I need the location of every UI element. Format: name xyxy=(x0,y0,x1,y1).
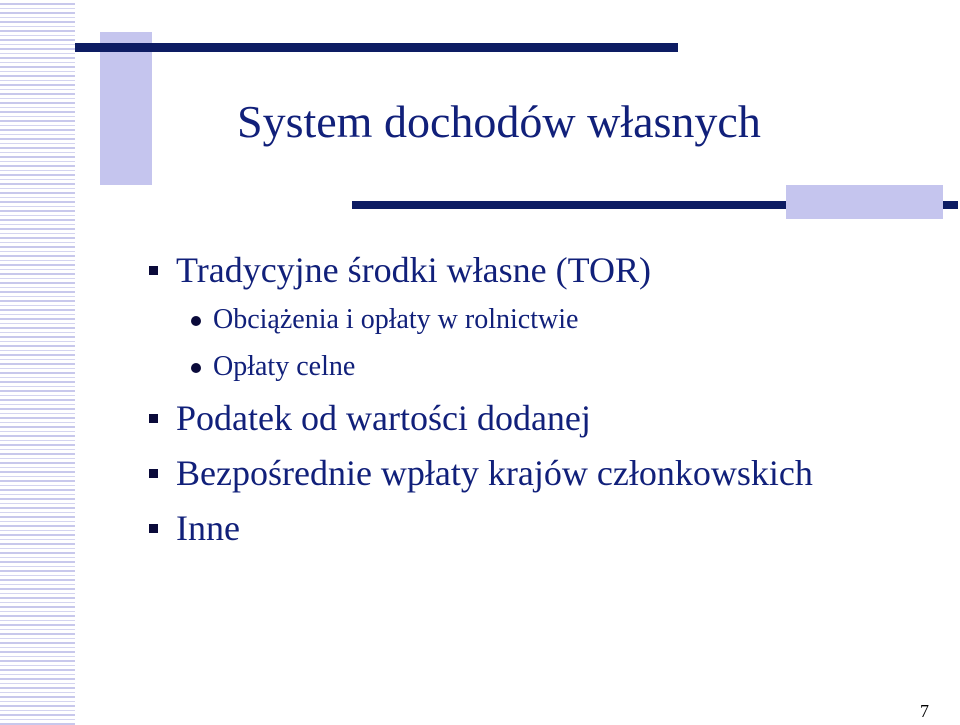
list-subitem-text: Obciążenia i opłaty w rolnictwie xyxy=(213,304,579,335)
square-bullet-icon xyxy=(149,524,158,533)
list-item xyxy=(176,506,240,550)
list-item xyxy=(176,451,813,495)
list-item-text: Bezpośrednie wpłaty krajów członkowskich xyxy=(176,453,813,493)
list-subitem-text: Opłaty celne xyxy=(213,351,356,382)
list-item-text: Tradycyjne środki własne (TOR) xyxy=(176,250,651,290)
list-item-text: Inne xyxy=(176,508,240,548)
list-subitem xyxy=(213,302,578,338)
page-number: 7 xyxy=(920,701,929,721)
round-bullet-icon xyxy=(191,363,201,373)
list-item xyxy=(176,248,651,292)
square-bullet-icon xyxy=(149,266,158,275)
list-item-text: Podatek od wartości dodanej xyxy=(176,398,591,438)
square-bullet-icon xyxy=(149,469,158,478)
list-item xyxy=(176,396,591,440)
square-bullet-icon xyxy=(149,414,158,423)
slide-title: System dochodów własnych xyxy=(237,96,761,147)
list-subitem xyxy=(213,349,355,385)
round-bullet-icon xyxy=(191,316,201,326)
